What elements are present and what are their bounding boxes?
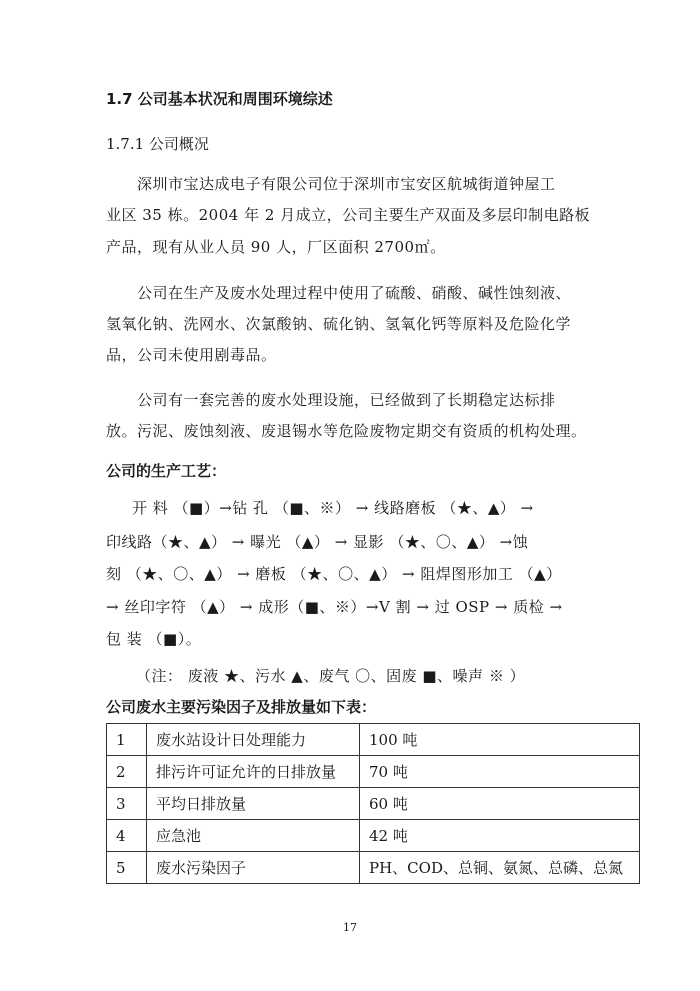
subsection-heading: 1.7.1 公司概况	[106, 135, 209, 153]
table-cell-value: 100 吨	[360, 724, 640, 756]
paragraph-line: 氢氧化钠、洗网水、次氯酸钠、硫化钠、氢氧化钙等原料及危险化学	[106, 315, 572, 333]
table-cell-index: 4	[107, 820, 147, 852]
section-heading: 1.7 公司基本状况和周围环境综述	[106, 90, 333, 108]
table-row	[107, 724, 640, 756]
page-number: 17	[343, 921, 357, 934]
table-cell-index: 2	[107, 756, 147, 788]
table-cell-item: 平均日排放量	[147, 788, 360, 820]
table-cell-index: 3	[107, 788, 147, 820]
table-row	[107, 820, 640, 852]
process-line: → 丝印字符 （▲） → 成形（■、※）→V 割 → 过 OSP → 质检 →	[106, 598, 563, 616]
paragraph-line: 公司在生产及废水处理过程中使用了硫酸、硝酸、碱性蚀刻液、	[137, 284, 572, 302]
table-row	[107, 756, 640, 788]
table-row	[107, 788, 640, 820]
process-line: 印线路（★、▲） → 曝光 （▲） → 显影 （★、〇、▲） →蚀	[106, 533, 529, 551]
table-cell-value: 60 吨	[360, 788, 640, 820]
table-cell-index: 1	[107, 724, 147, 756]
paragraph-line: 公司有一套完善的废水处理设施，已经做到了长期稳定达标排	[137, 391, 556, 409]
table-title: 公司废水主要污染因子及排放量如下表：	[106, 698, 377, 716]
table-cell-index: 5	[107, 852, 147, 884]
table-cell-item: 应急池	[147, 820, 360, 852]
table-cell-item: 废水污染因子	[147, 852, 360, 884]
paragraph-line: 放。污泥、废蚀刻液、废退锡水等危险废物定期交有资质的机构处理。	[106, 422, 587, 440]
paragraph-line: 产品，现有从业人员 90 人，厂区面积 2700㎡。	[106, 238, 446, 256]
process-line: 开 料 （■）→钻 孔 （■、※） → 线路磨板 （★、▲） →	[132, 499, 534, 517]
table-cell-value: PH、COD、总铜、氨氮、总磷、总氮	[360, 852, 640, 884]
paragraph-line: 业区 35 栋。2004 年 2 月成立，公司主要生产双面及多层印制电路板	[106, 206, 591, 224]
wastewater-table	[106, 723, 640, 884]
table-cell-item: 废水站设计日处理能力	[147, 724, 360, 756]
process-line: 刻 （★、〇、▲） → 磨板 （★、〇、▲） → 阻焊图形加工 （▲）	[106, 565, 562, 583]
process-title: 公司的生产工艺：	[106, 462, 227, 480]
table-cell-value: 42 吨	[360, 820, 640, 852]
table-cell-value: 70 吨	[360, 756, 640, 788]
legend-note: （注： 废液 ★、污水 ▲、废气 〇、固废 ■、噪声 ※ ）	[136, 667, 526, 685]
process-line: 包 装 （■）。	[106, 630, 202, 648]
table-cell-item: 排污许可证允许的日排放量	[147, 756, 360, 788]
paragraph-line: 深圳市宝达成电子有限公司位于深圳市宝安区航城街道钟屋工	[137, 175, 556, 193]
table-row	[107, 852, 640, 884]
paragraph-line: 品，公司未使用剧毒品。	[106, 346, 277, 364]
